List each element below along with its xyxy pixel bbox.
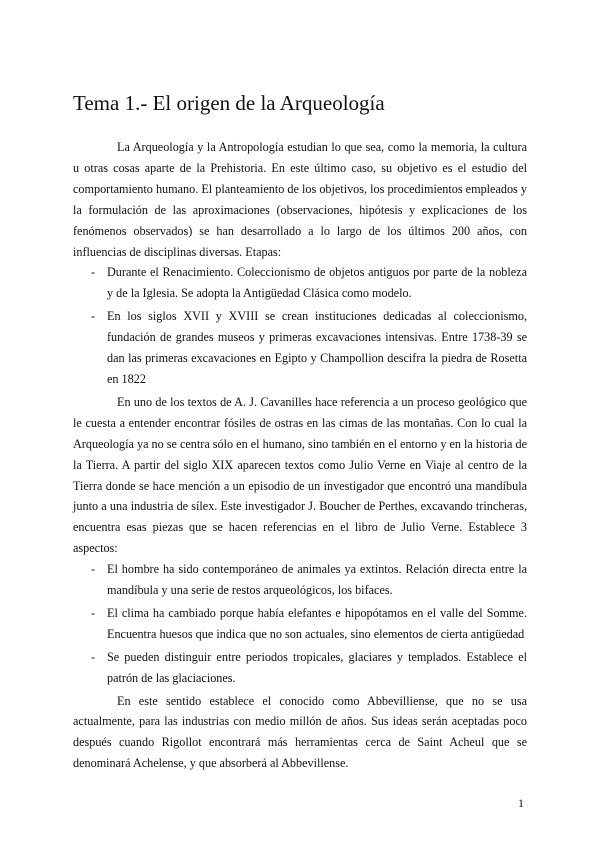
paragraph-cavanilles: En uno de los textos de A. J. Cavanilles hace referencia a un proceso geológico que le cuesta a entender encontrar fósiles de ostras en las cimas de las montañas. Con lo cual la Arqueología ya no se centra sólo en el humano, sino también en el entorno y en la historia de la Tierra. A partir del siglo XIX aparecen textos como Julio Verne en Viaje al centro de la Tierra donde se hace mención a un episodio de un investigador que encontró una mandíbula junto a una industria de sílex. Este investigador J. Boucher de Perthes, excavando trincheras, encuentra esas piezas que se hacen referencias en el libro de Julio Verne. Establece 3 aspectos: [73,394,527,556]
bullet-dash: - [91,649,96,664]
list-item-text: Se pueden distinguir entre periodos tropicales, glaciares y templados. Establece el patrón de las glaciaciones. [107,649,527,685]
list-item [73,647,527,689]
paragraph-intro: La Arqueología y la Antropología estudian lo que sea, como la memoria, la cultura u otras cosas aparte de la Prehistoria. En este último caso, su objetivo es el estudio del comportamiento humano. El planteamiento de los objetivos, los procedimientos empleados y la formulación de las aproximaciones (observaciones, hipótesis y explicaciones de los fenómenos observados) se han desarrollado a lo largo de los últimos 200 años, con influencias de disciplinas diversas. Etapas: [73,140,527,259]
bullet-dash: - [91,562,96,577]
list-item-text: En los siglos XVII y XVIII se crean instituciones dedicadas al coleccionismo, fundación de grandes museos y primeras excavaciones intensivas. Entre 1738-39 se dan las primeras excavaciones en Egipto y Champollion descifra la piedra de Rosetta en 1822 [107,309,527,386]
list-aspectos [73,559,527,688]
list-item-text: El clima ha cambiado porque había elefantes e hipopótamos en el valle del Somme. Encuentra huesos que indica que no son actuales, sino elementos de cierta antigüedad [107,605,527,641]
page-content [73,89,527,774]
list-item-text: Durante el Renacimiento. Coleccionismo de objetos antiguos por parte de la nobleza y de la Iglesia. Se adopta la Antigüedad Clásica como modelo. [107,265,527,301]
bullet-dash: - [91,309,96,324]
list-etapas [73,262,527,389]
list-item [73,603,527,645]
bullet-dash: - [91,265,96,280]
list-item [73,262,527,304]
bullet-dash: - [91,605,96,620]
list-item [73,559,527,601]
paragraph-abbevilliense: En este sentido establece el conocido como Abbevilliense, que no se usa actualmente, para las industrias con medio millón de años. Sus ideas serán aceptadas poco después cuando Rigollot encontrará más herramientas cerca de Saint Acheul que se denominará Achelense, y que absorberá al Abbevillense. [73,693,527,771]
list-item-text: El hombre ha sido contemporáneo de animales ya extintos. Relación directa entre la mandíbula y una serie de restos arqueológicos, los bifaces. [107,562,527,598]
page-title: Tema 1.- El origen de la Arqueología [73,91,385,115]
list-item [73,306,527,390]
page-number: 1 [518,796,524,810]
